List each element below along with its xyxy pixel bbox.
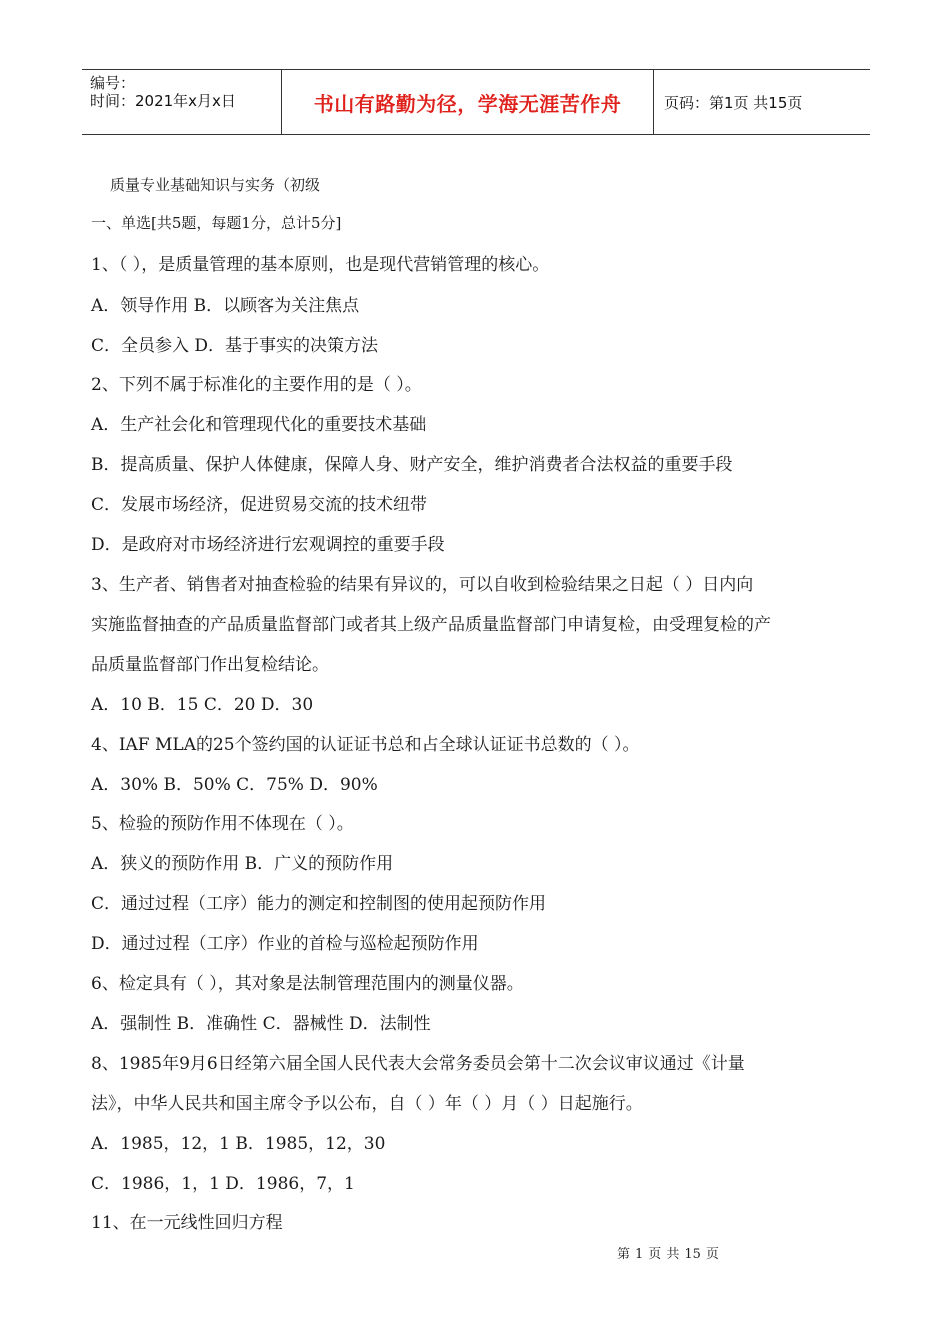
text-line: C．发展市场经济，促进贸易交流的技术纽带 bbox=[91, 495, 428, 515]
header-table bbox=[82, 69, 870, 135]
text-line: A．生产社会化和管理现代化的重要技术基础 bbox=[91, 415, 427, 435]
text-line: A．强制性 B．准确性 C．器械性 D．法制性 bbox=[91, 1014, 431, 1034]
document-title: 质量专业基础知识与实务（初级 bbox=[110, 176, 321, 194]
footer-part: 共 bbox=[666, 1247, 680, 1262]
footer-part: 页 bbox=[648, 1247, 662, 1262]
text-line: 5、检验的预防作用不体现在（ ）。 bbox=[91, 814, 354, 834]
text-line: A．1985，12，1 B．1985，12，30 bbox=[91, 1134, 386, 1154]
text-line: C．1986，1，1 D．1986，7，1 bbox=[91, 1174, 355, 1194]
date-label: 时间：2021年x月x日 bbox=[90, 92, 236, 110]
header-meta-cell bbox=[82, 70, 282, 134]
serial-label: 编号： bbox=[90, 74, 136, 92]
motto: 书山有路勤为径，学海无涯苦作舟 bbox=[282, 70, 654, 134]
text-line: B．提高质量、保护人体健康，保障人身、财产安全，维护消费者合法权益的重要手段 bbox=[91, 455, 733, 475]
text-line: 8、1985年9月6日经第六届全国人民代表大会常务委员会第十二次会议审议通过《计量 bbox=[91, 1054, 745, 1074]
text-line: C．通过过程（工序）能力的测定和控制图的使用起预防作用 bbox=[91, 894, 547, 914]
page-footer bbox=[617, 1247, 724, 1263]
text-line: A．10 B．15 C．20 D．30 bbox=[91, 695, 314, 715]
text-line: D．是政府对市场经济进行宏观调控的重要手段 bbox=[91, 535, 445, 555]
text-line: 11、在一元线性回归方程 bbox=[91, 1213, 283, 1233]
text-line: 3、生产者、销售者对抽查检验的结果有异议的，可以自收到检验结果之日起（ ）日内向 bbox=[91, 575, 754, 595]
text-line: 2、下列不属于标准化的主要作用的是（ ）。 bbox=[91, 375, 422, 395]
text-line: D．通过过程（工序）作业的首检与巡检起预防作用 bbox=[91, 934, 479, 954]
text-line: A．领导作用 B．以顾客为关注焦点 bbox=[91, 296, 360, 316]
footer-current-page: 1 bbox=[635, 1247, 644, 1262]
text-line: 品质量监督部门作出复检结论。 bbox=[91, 655, 329, 675]
section-heading: 一、单选[共5题，每题1分，总计5分] bbox=[91, 214, 342, 232]
text-line: A．狭义的预防作用 B．广义的预防作用 bbox=[91, 854, 394, 874]
footer-total-pages: 15 bbox=[684, 1247, 701, 1262]
text-line: A．30% B．50% C．75% D．90% bbox=[91, 775, 378, 795]
text-line: C．全员参入 D．基于事实的决策方法 bbox=[91, 336, 379, 356]
text-line: 6、检定具有（ ），其对象是法制管理范围内的测量仪器。 bbox=[91, 974, 524, 994]
text-line: 法》，中华人民共和国主席令予以公布，自（ ）年（ ）月（ ）日起施行。 bbox=[91, 1094, 643, 1114]
text-line: 实施监督抽查的产品质量监督部门或者其上级产品质量监督部门申请复检，由受理复检的产 bbox=[91, 615, 771, 635]
page-info: 页码：第1页 共15页 bbox=[664, 93, 803, 112]
text-line: 4、IAF MLA的25个签约国的认证证书总和占全球认证证书总数的（ ）。 bbox=[91, 735, 640, 755]
footer-part: 页 bbox=[705, 1247, 719, 1262]
text-line: 1、（ ），是质量管理的基本原则，也是现代营销管理的核心。 bbox=[91, 255, 550, 275]
footer-part: 第 bbox=[617, 1247, 631, 1262]
